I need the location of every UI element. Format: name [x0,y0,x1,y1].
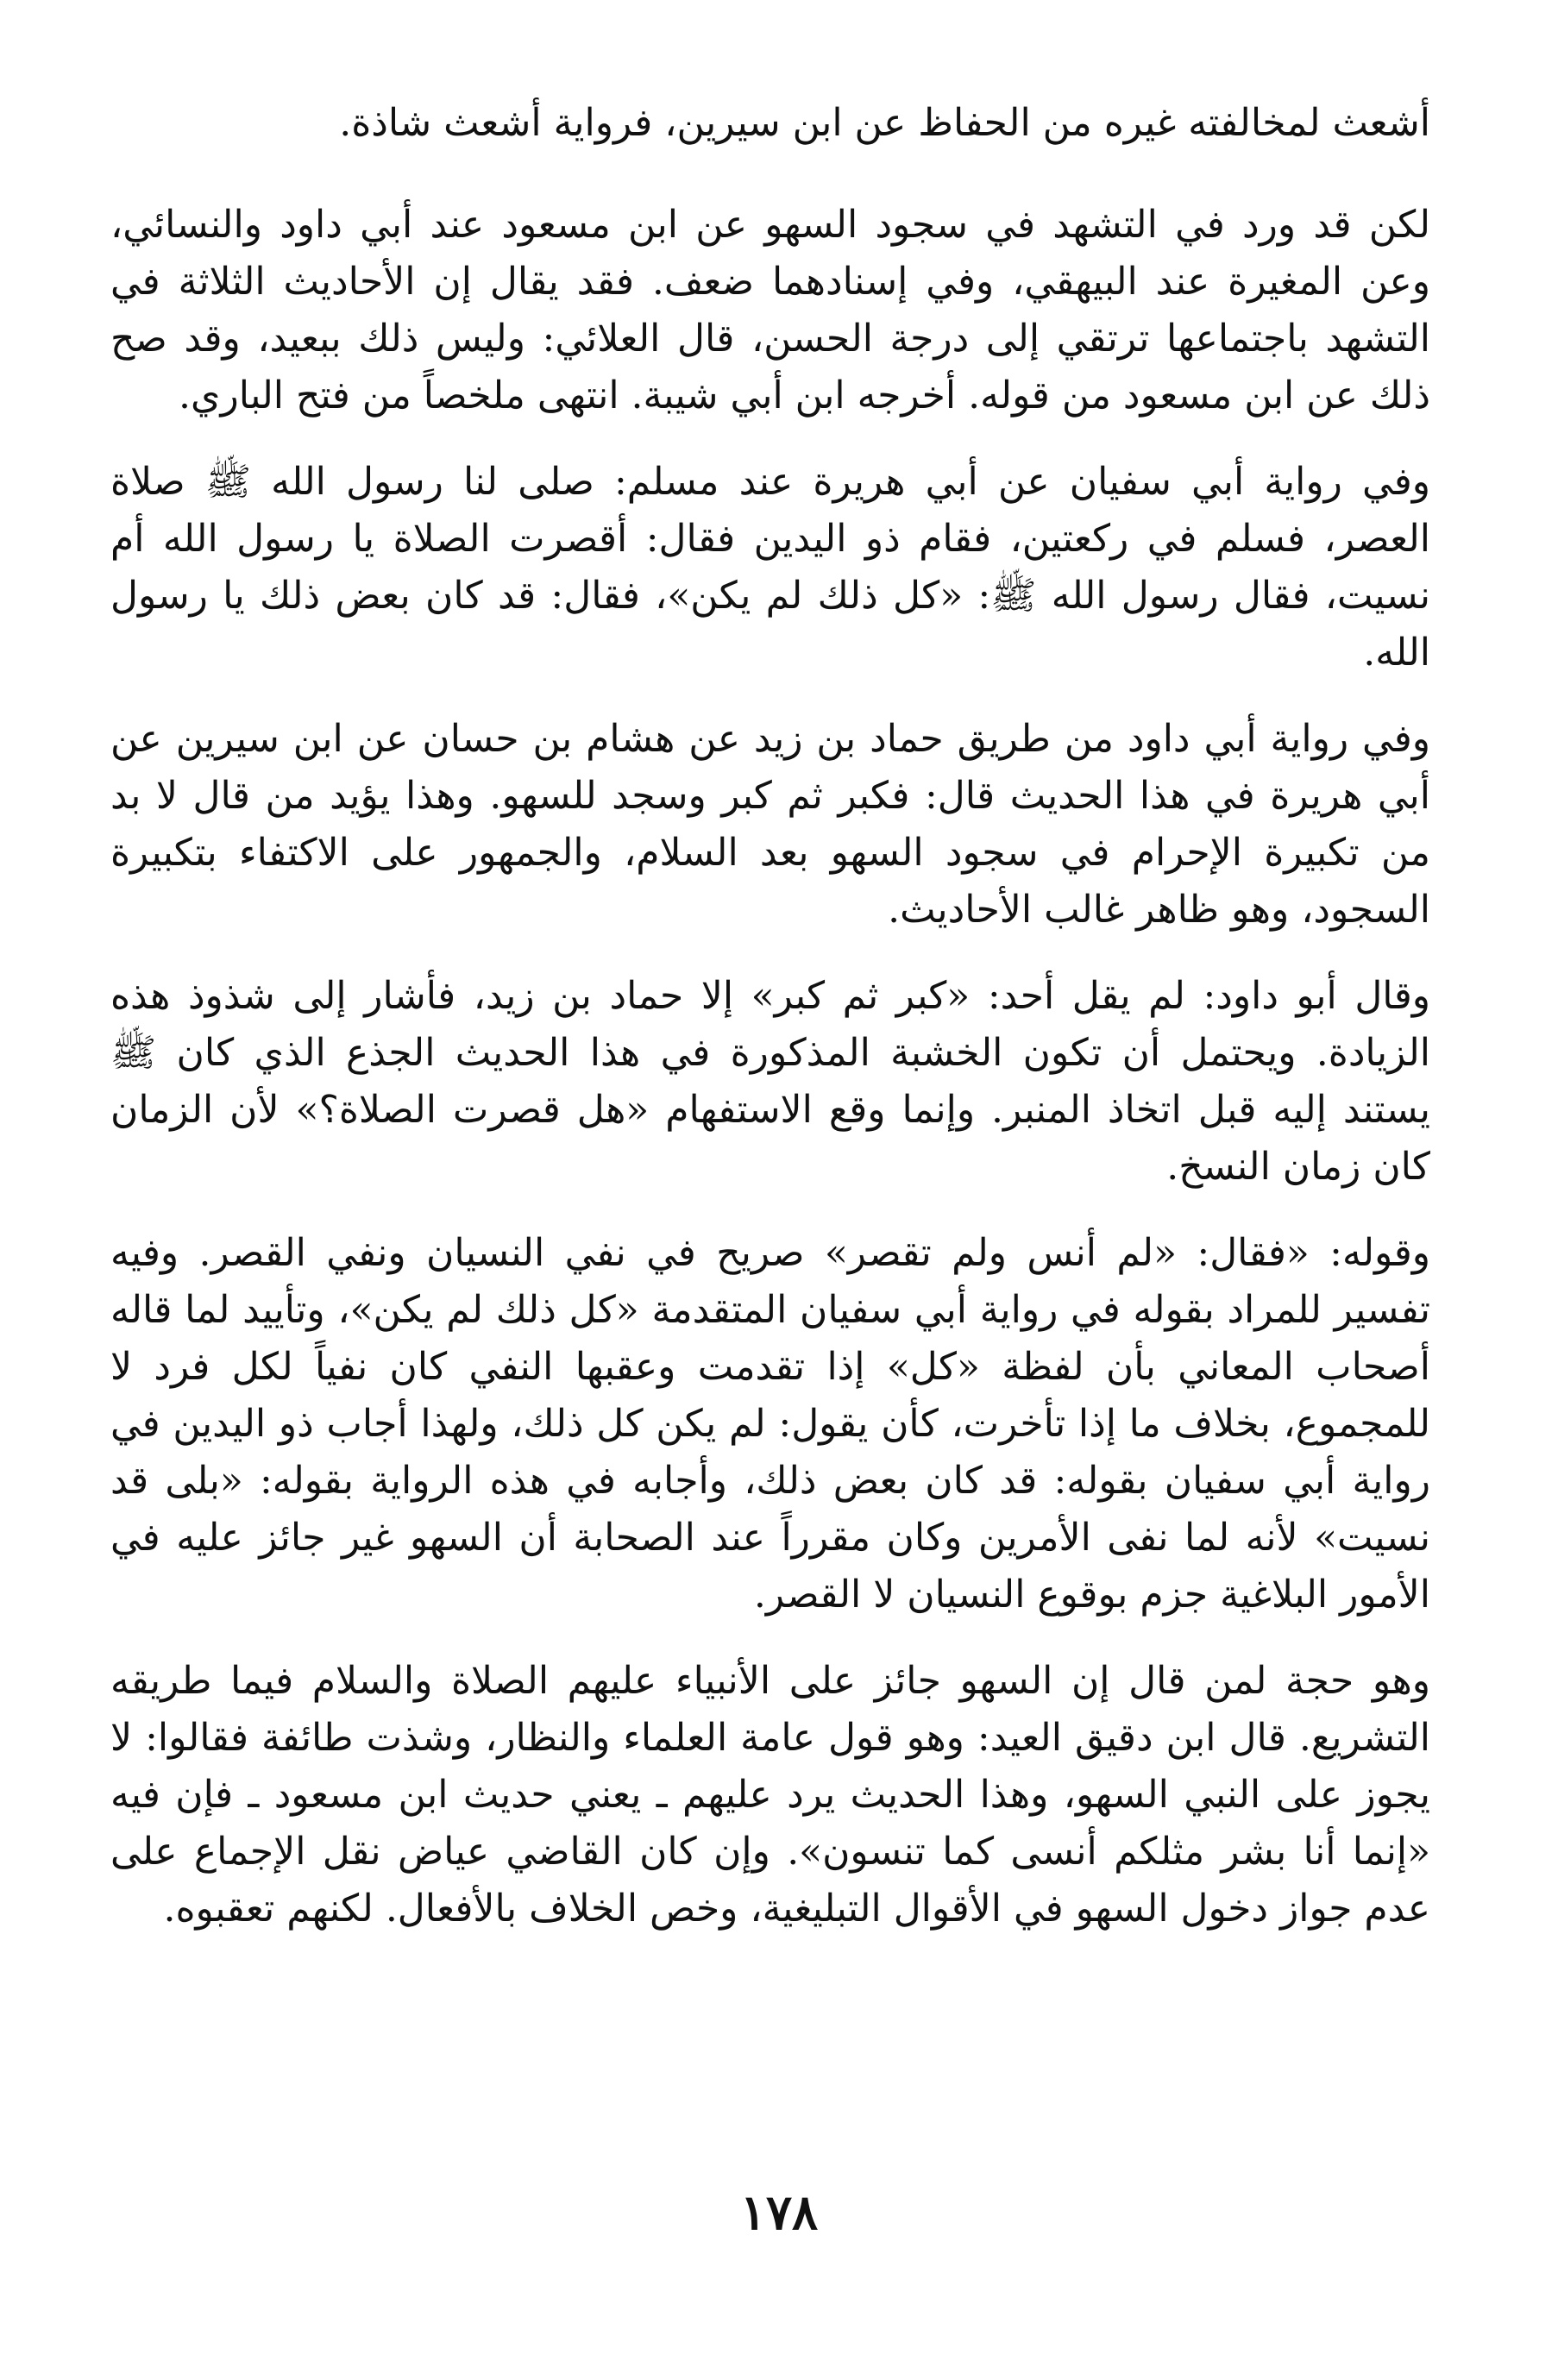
page-body [110,95,1430,1967]
paragraph-3: وفي رواية أبي سفيان عن أبي هريرة عند مسلم: صلى لنا رسول الله ﷺ صلاة العصر، فسلم في ركعتين، فقام ذو اليدين فقال: أقصرت الصلاة يا رسول الله أم نسيت، فقال رسول الله ﷺ: «كل ذلك لم يكن»، فقال: قد كان بعض ذلك يا رسول الله. [110,460,1430,675]
paragraph-2: لكن قد ورد في التشهد في سجود السهو عن ابن مسعود عند أبي داود والنسائي، وعن المغيرة عند البيهقي، وفي إسنادهما ضعف. فقد يقال إن الأحاديث الثلاثة في التشهد باجتماعها ترتقي إلى درجة الحسن، قال العلائي: وليس ذلك ببعيد، وقد صح ذلك عن ابن مسعود من قوله. أخرجه ابن أبي شيبة. انتهى ملخصاً من فتح الباري. [110,203,1430,418]
paragraph-6: وقوله: «فقال: «لم أنس ولم تقصر» صريح في نفي النسيان ونفي القصر. وفيه تفسير للمراد بقوله في رواية أبي سفيان المتقدمة «كل ذلك لم يكن»، وتأييد لما قاله أصحاب المعاني بأن لفظة «كل» إذا تقدمت وعقبها النفي كان نفياً لكل فرد لا للمجموع، بخلاف ما إذا تأخرت، كأن يقول: لم يكن كل ذلك، ولهذا أجاب ذو اليدين في رواية أبي سفيان بقوله: قد كان بعض ذلك، وأجابه في هذه الرواية بقوله: «بلى قد نسيت» لأنه لما نفى الأمرين وكان مقرراً عند الصحابة أن السهو غير جائز عليه في الأمور البلاغية جزم بوقوع النسيان لا القصر. [110,1231,1430,1617]
paragraph-5: وقال أبو داود: لم يقل أحد: «كبر ثم كبر» إلا حماد بن زيد، فأشار إلى شذوذ هذه الزيادة. ويحتمل أن تكون الخشبة المذكورة في هذا الحديث الجذع الذي كان ﷺ يستند إليه قبل اتخاذ المنبر. وإنما وقع الاستفهام «هل قصرت الصلاة؟» لأن الزمان كان زمان النسخ. [110,974,1430,1189]
page-number: ١٧٨ [739,2184,819,2241]
paragraph-1: أشعث لمخالفته غيره من الحفاظ عن ابن سيرين، فرواية أشعث شاذة. [339,101,1430,145]
paragraph-7: وهو حجة لمن قال إن السهو جائز على الأنبياء عليهم الصلاة والسلام فيما طريقه التشريع. قال ابن دقيق العيد: وهو قول عامة العلماء والنظار، وشذت طائفة فقالوا: لا يجوز على النبي السهو، وهذا الحديث يرد عليهم ـ يعني حديث ابن مسعود ـ فإن فيه «إنما أنا بشر مثلكم أنسى كما تنسون». وإن كان القاضي عياض نقل الإجماع على عدم جواز دخول السهو في الأقوال التبليغية، وخص الخلاف بالأفعال. لكنهم تعقبوه. [110,1659,1430,1931]
paragraph-4: وفي رواية أبي داود من طريق حماد بن زيد عن هشام بن حسان عن ابن سيرين عن أبي هريرة في هذا الحديث قال: فكبر ثم كبر وسجد للسهو. وهذا يؤيد من قال لا بد من تكبيرة الإحرام في سجود السهو بعد السلام، والجمهور على الاكتفاء بتكبيرة السجود، وهو ظاهر غالب الأحاديث. [110,717,1430,932]
